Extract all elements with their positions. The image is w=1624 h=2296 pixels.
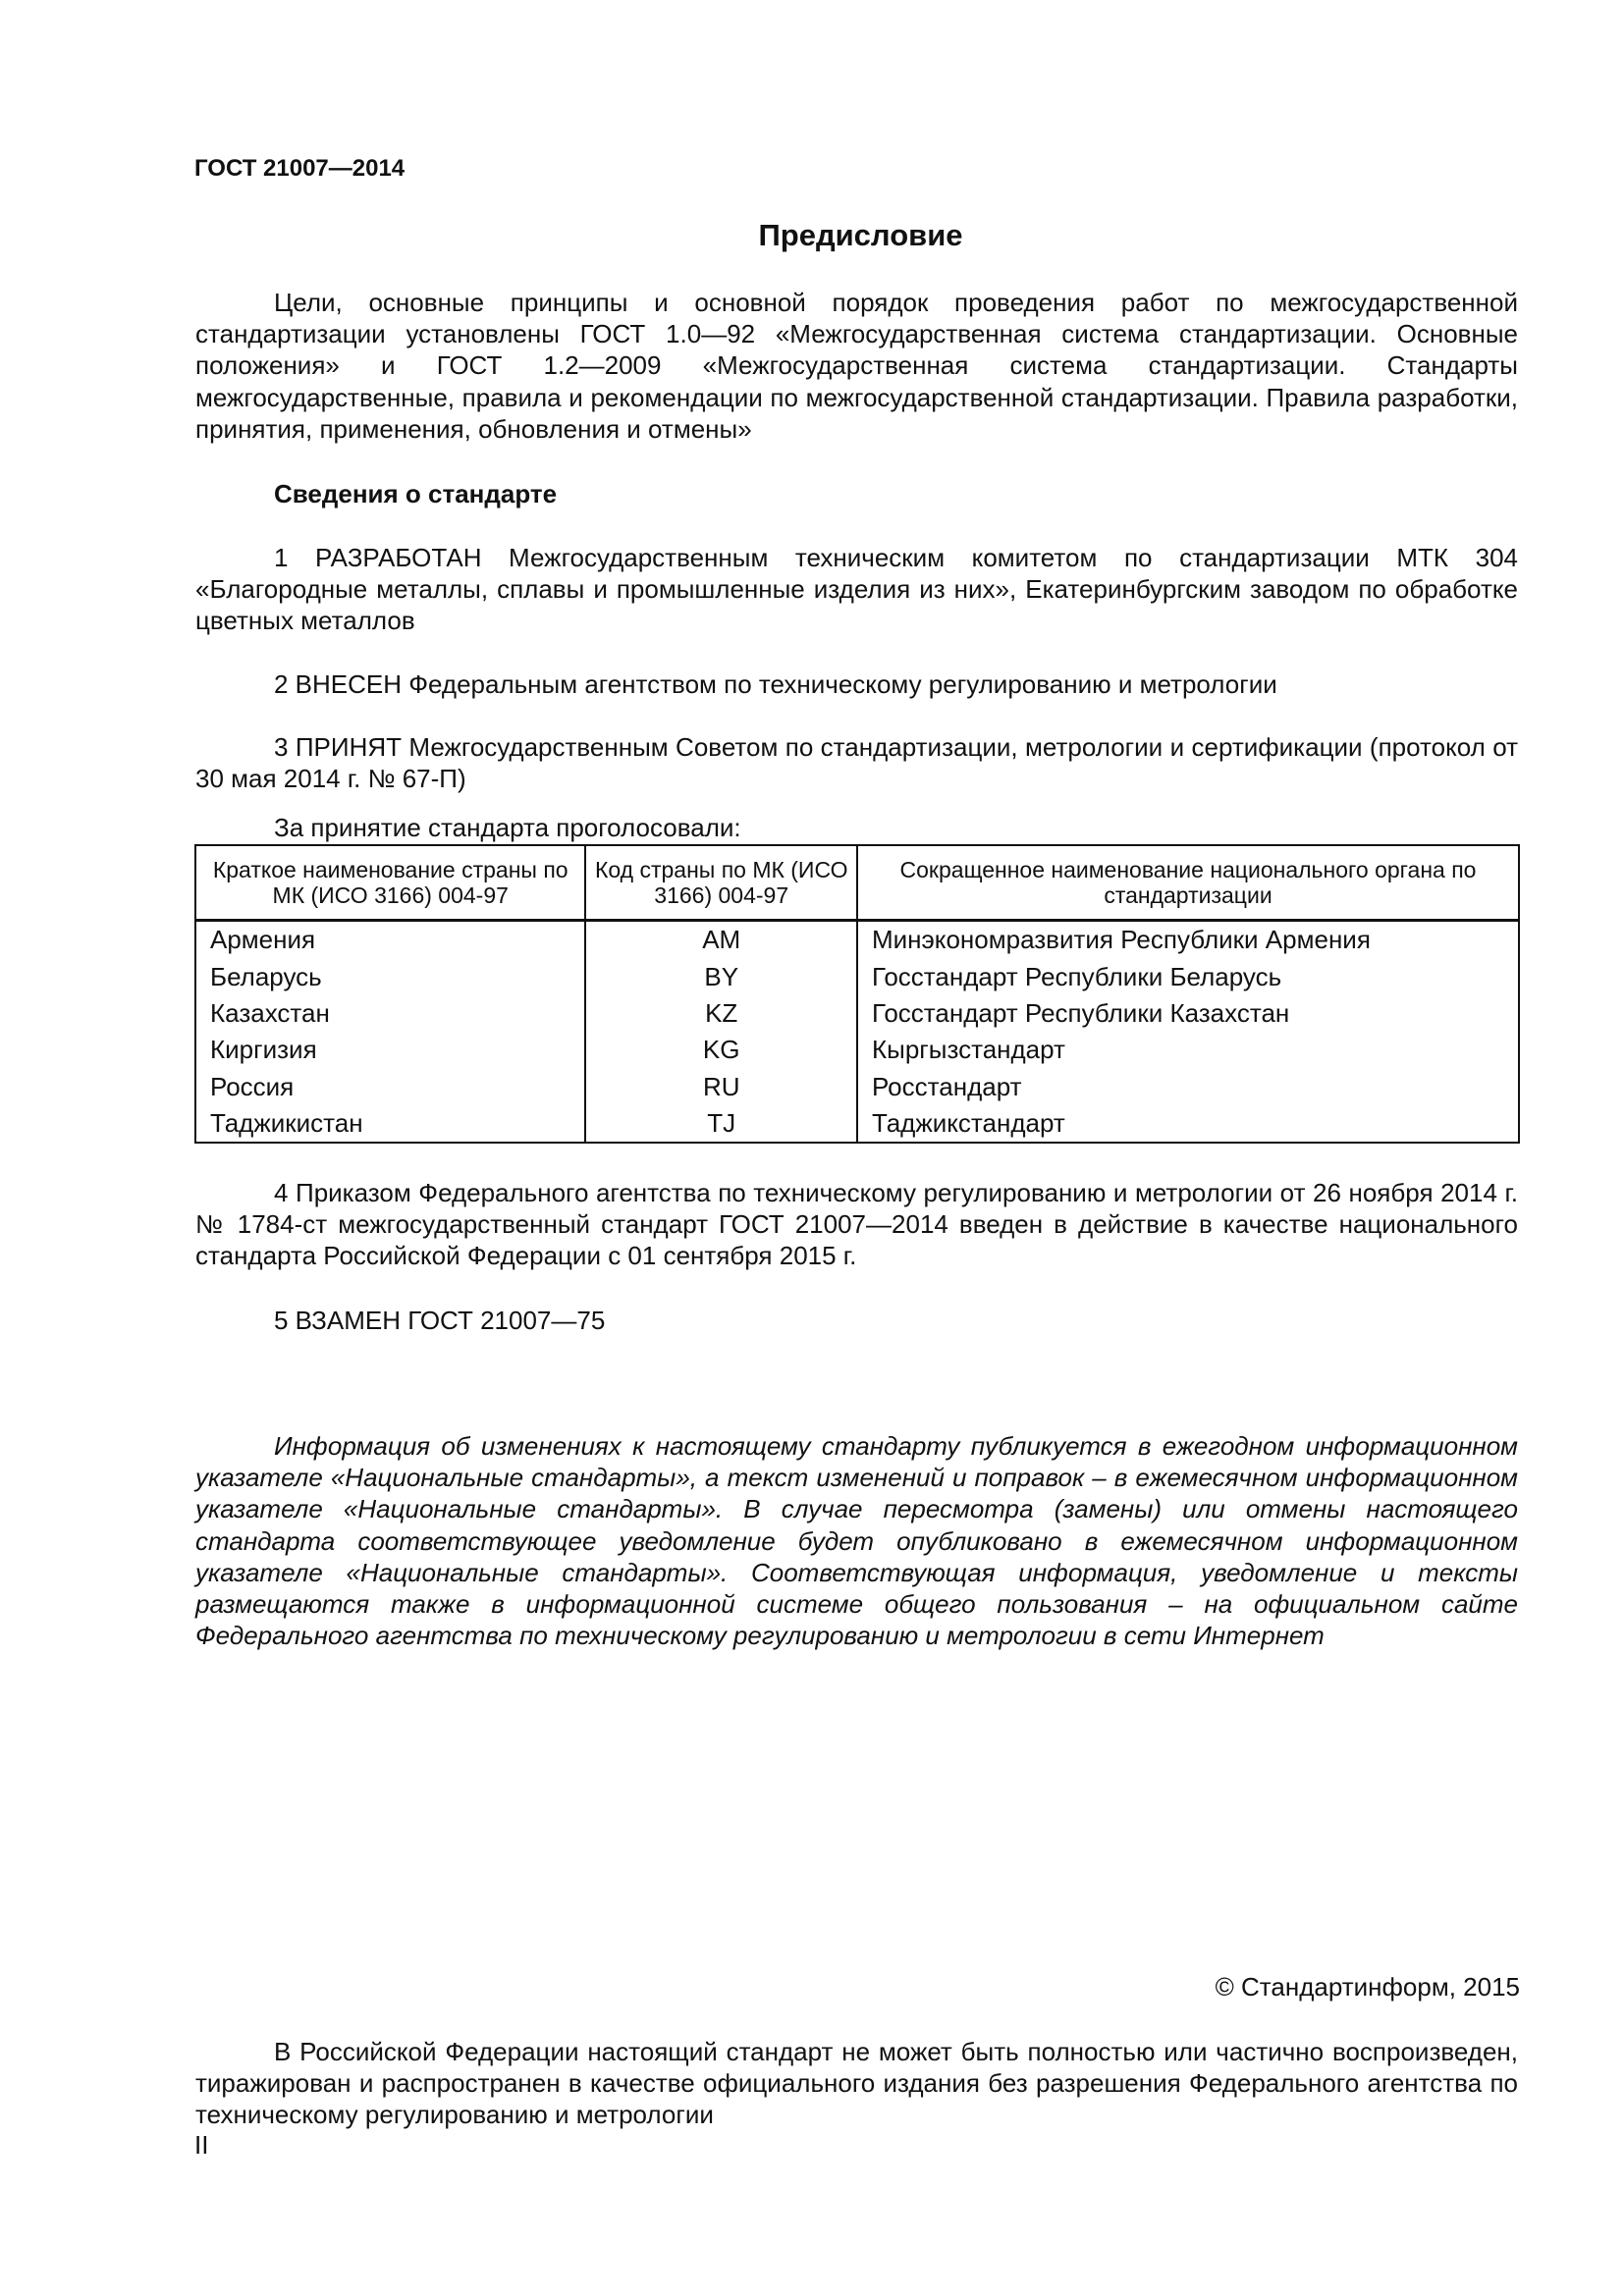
column-header-country: Краткое наименование страны по МК (ИСО 3166) 004-97 xyxy=(195,845,585,921)
amendments-notice: Информация об изменениях к настоящему стандарту публикуется в ежегодном информационном указателе «Национальные стандарты», а текст изменений и поправок – в ежемесячном информационном указателе «Национальные стандарты». В случае пересмотра (замены) или отмены настоящего стандарта соответствующее уведомление будет опубликовано в ежемесячном информационном указателе «Национальные стандарты». Соответствующая информация, уведомление и тексты размещаются также в информационной системе общего пользования – на официальном сайте Федерального агентства по техническому регулированию и метрологии в сети Интернет xyxy=(195,1431,1518,1651)
copyright-line: © Стандартинформ, 2015 xyxy=(1215,1972,1520,2002)
table-cell-code: KZ xyxy=(585,995,857,1032)
table-cell-body: Кыргызстандарт xyxy=(857,1032,1519,1068)
section-heading: Сведения о стандарте xyxy=(274,479,558,508)
column-header-code: Код страны по МК (ИСО 3166) 004-97 xyxy=(585,845,857,921)
running-header: ГОСТ 21007—2014 xyxy=(194,155,406,182)
table-row xyxy=(195,1069,1519,1105)
table-cell-body: Росстандарт xyxy=(857,1069,1519,1105)
table-cell-country: Казахстан xyxy=(195,995,585,1032)
table-cell-country: Россия xyxy=(195,1069,585,1105)
table-cell-body: Таджикстандарт xyxy=(857,1105,1519,1143)
item-enacted: 4 Приказом Федерального агентства по техническому регулированию и метрологии от 26 ноября 2014 г. № 1784-ст межгосударственный стандарт ГОСТ 21007—2014 введен в действие в качестве национального стандарта Российской Федерации с 01 сентября 2015 г. xyxy=(195,1178,1518,1271)
table-row xyxy=(195,958,1519,994)
page-number: II xyxy=(194,2130,209,2160)
item-replaces: 5 ВЗАМЕН ГОСТ 21007—75 xyxy=(274,1306,606,1335)
table-cell-code: BY xyxy=(585,958,857,994)
table-row xyxy=(195,1105,1519,1143)
table-cell-code: RU xyxy=(585,1069,857,1105)
table-row xyxy=(195,921,1519,959)
item-submitted: 2 ВНЕСЕН Федеральным агентством по техническому регулированию и метрологии xyxy=(274,669,1277,699)
table-cell-body: Минэкономразвития Республики Армения xyxy=(857,921,1519,959)
table-cell-code: KG xyxy=(585,1032,857,1068)
foreword-paragraph: Цели, основные принципы и основной порядок проведения работ по межгосударственной стандартизации установлены ГОСТ 1.0—92 «Межгосударственная система стандартизации. Основные положения» и ГОСТ 1.2—2009 «Межгосударственная система стандартизации. Стандарты межгосударственные, правила и рекомендации по межгосударственной стандартизации. Правила разработки, принятия, применения, обновления и отмены» xyxy=(195,288,1518,444)
voting-table xyxy=(194,844,1520,1144)
table-row xyxy=(195,1032,1519,1068)
table-cell-body: Госстандарт Республики Беларусь xyxy=(857,958,1519,994)
column-header-body: Сокращенное наименование национального органа по стандартизации xyxy=(857,845,1519,921)
vote-intro: За принятие стандарта проголосовали: xyxy=(274,813,741,842)
table-cell-code: AM xyxy=(585,921,857,959)
table-row xyxy=(195,995,1519,1032)
table-cell-country: Беларусь xyxy=(195,958,585,994)
item-developed: 1 РАЗРАБОТАН Межгосударственным техническим комитетом по стандартизации МТК 304 «Благородные металлы, сплавы и промышленные изделия из них», Екатеринбургским заводом по обработке цветных металлов xyxy=(195,543,1518,636)
item-adopted: 3 ПРИНЯТ Межгосударственным Советом по стандартизации, метрологии и сертификации (протокол от 30 мая 2014 г. № 67-П) xyxy=(195,732,1518,794)
table-header-row xyxy=(195,845,1519,921)
reproduction-notice: В Российской Федерации настоящий стандарт не может быть полностью или частично воспроизведен, тиражирован и распространен в качестве официального издания без разрешения Федерального агентства по техническому регулированию и метрологии xyxy=(195,2037,1518,2130)
table-cell-country: Армения xyxy=(195,921,585,959)
table-cell-code: TJ xyxy=(585,1105,857,1143)
table-cell-country: Киргизия xyxy=(195,1032,585,1068)
table-cell-body: Госстандарт Республики Казахстан xyxy=(857,995,1519,1032)
table-cell-country: Таджикистан xyxy=(195,1105,585,1143)
page-title: Предисловие xyxy=(758,218,963,252)
